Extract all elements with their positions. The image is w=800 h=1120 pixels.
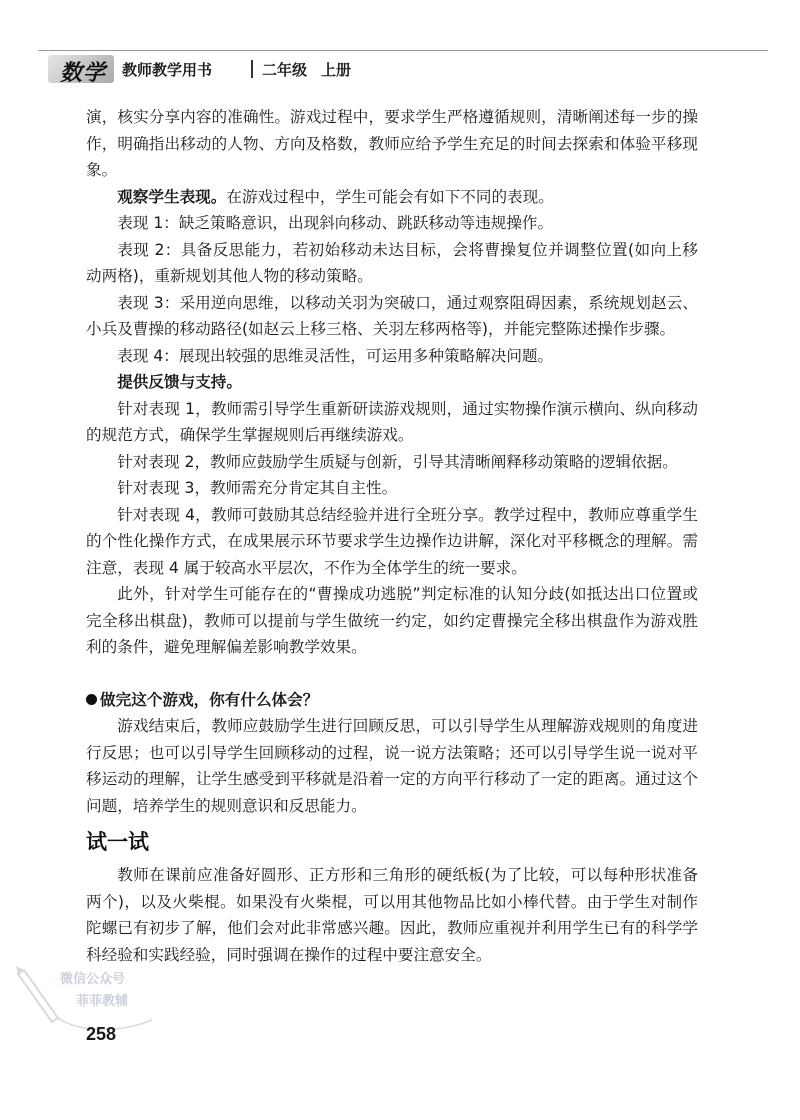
- main-content: [86, 104, 698, 819]
- question-text: 做完这个游戏，你有什么体会？: [100, 690, 319, 709]
- book-title: 教师教学用书: [122, 61, 213, 79]
- feedback-2: 针对表现 2，教师应鼓励学生质疑与创新，引导其清晰阐释移动策略的逻辑依据。: [117, 452, 678, 471]
- performance-4: 表现 4：展现出较强的思维灵活性，可运用多种策略解决问题。: [117, 346, 554, 365]
- grade-label: 二年级: [262, 61, 308, 79]
- performance-3: 表现 3：采用逆向思维，以移动关羽为突破口，通过观察阻碍因素，系统规划赵云、小兵及曹操的移动路径(如赵云上移三格、关羽左移两格等)，并能完整陈述操作步骤。: [86, 293, 698, 338]
- performance-1: 表现 1：缺乏策略意识，出现斜向移动、跳跃移动等违规操作。: [117, 214, 554, 232]
- page-header: [38, 52, 768, 86]
- volume-label: 上册: [321, 61, 352, 79]
- paragraph-observe: [86, 184, 698, 211]
- question-heading: [86, 687, 698, 714]
- header-rule: [38, 50, 768, 51]
- page-number: 258: [86, 1024, 117, 1044]
- paragraph-continued: 演，核实分享内容的准确性。游戏过程中，要求学生严格遵循规则，清晰阐述每一步的操作，明确指出移动的人物、方向及格数，教师应给予学生充足的时间去探索和体验平移现象。: [86, 108, 698, 179]
- observe-text: 在游戏过程中，学生可能会有如下不同的表现。: [226, 187, 554, 206]
- feedback-3: 针对表现 3，教师需充分肯定其自主性。: [117, 479, 398, 497]
- performance-2: 表现 2：具备反思能力，若初始移动未达目标，会将曹操复位并调整位置(如向上移动两格)，重新规划其他人物的移动策略。: [86, 240, 698, 285]
- book-grade-volume: [262, 59, 365, 80]
- bullet-dot-icon: [86, 694, 97, 705]
- subject-logo: [48, 55, 114, 86]
- observe-heading: 观察学生表现。: [117, 187, 227, 206]
- section-title: 试一试: [86, 830, 149, 854]
- feedback-1: 针对表现 1，教师需引导学生重新研读游戏规则，通过实物操作演示横向、纵向移动的规范方式，确保学生掌握规则后再继续游戏。: [86, 399, 698, 444]
- paragraph-extra: 此外，针对学生可能存在的“曹操成功逃脱”判定标准的认知分歧(如抵达出口位置或完全移出棋盘)，教师可以提前与学生做统一约定，如约定曹操完全移出棋盘作为游戏胜利的条件，避免理解偏差影响教学效果。: [86, 585, 698, 656]
- section-paragraph: 教师在课前应准备好圆形、正方形和三角形的硬纸板(为了比较，可以每种形状准备两个)，以及火柴棍。如果没有火柴棍，可以用其他物品比如小棒代替。由于学生对制作陀螺已有初步了解，他们会对此非常感兴趣。因此，教师应重视并利用学生已有的科学学科经验和实践经验，同时强调在操作的过程中要注意安全。: [86, 866, 698, 964]
- question-answer: 游戏结束后，教师应鼓励学生进行回顾反思，可以引导学生从理解游戏规则的角度进行反思；也可以引导学生回顾移动的过程，说一说方法策略；还可以引导学生说一说对平移运动的理解，让学生感受到平移就是沿着一定的方向平行移动了一定的距离。通过这个问题，培养学生的规则意识和反思能力。: [86, 717, 698, 815]
- subject-logo-text: 数学: [60, 60, 107, 86]
- feedback-4: 针对表现 4，教师可鼓励其总结经验并进行全班分享。教学过程中，教师应尊重学生的个性化操作方式，在成果展示环节要求学生边操作边讲解，深化对平移概念的理解。需注意，表现 4 属于较高水平层次，不作为全体学生的统一要求。: [86, 505, 698, 577]
- watermark-line-2: 菲菲教辅: [76, 994, 129, 1009]
- watermark-line-1: 微信公众号: [60, 972, 126, 987]
- header-divider: [251, 60, 253, 78]
- section-content: [86, 862, 698, 968]
- feedback-heading: 提供反馈与支持。: [117, 373, 242, 391]
